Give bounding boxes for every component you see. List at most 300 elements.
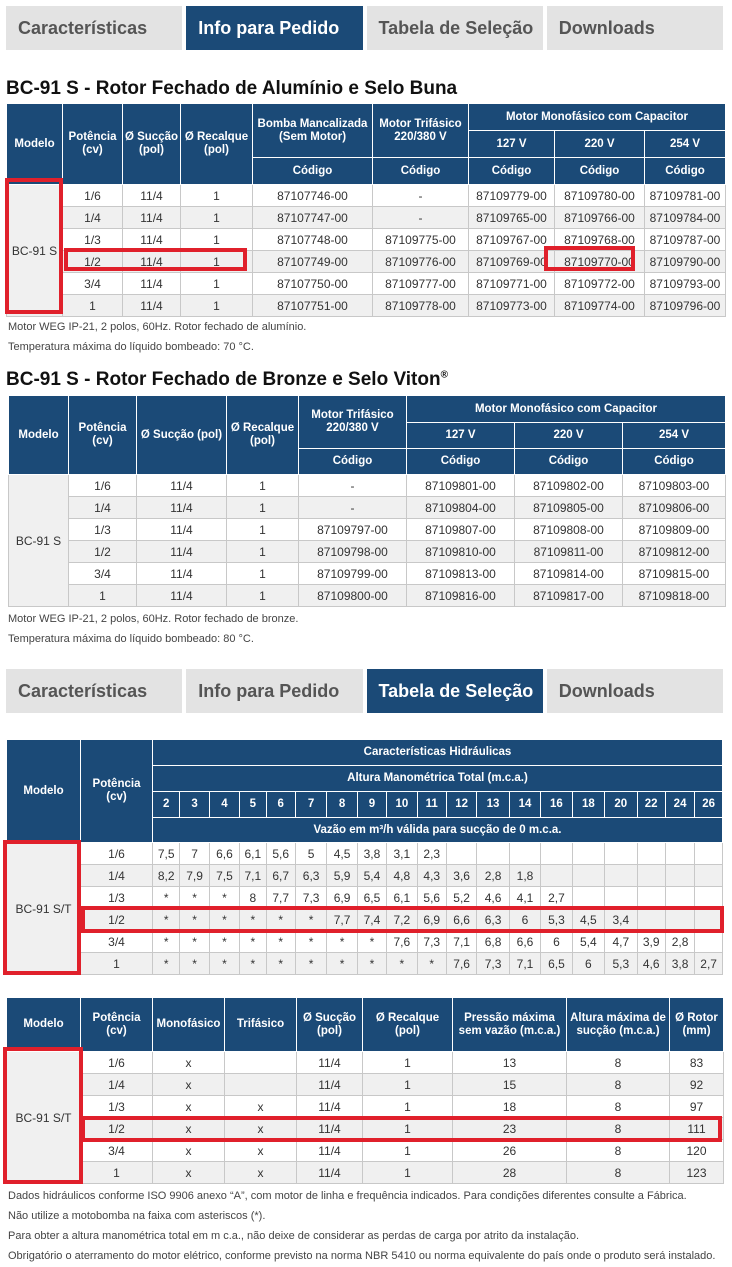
th-altura-value: 11	[417, 792, 446, 818]
table-cell	[695, 843, 723, 865]
succao-cell: 11/4	[137, 519, 227, 541]
potencia-cell: 1	[63, 295, 123, 317]
th-codigo: Código	[253, 158, 373, 185]
recalque-cell: 1	[363, 1162, 453, 1184]
table-cell: 6	[509, 909, 540, 931]
table-cell: *	[153, 953, 180, 975]
altura-succao-cell: 8	[567, 1096, 670, 1118]
succao-cell: 11/4	[297, 1096, 363, 1118]
codigo-trifasico-cell: 87109775-00	[373, 229, 469, 251]
pressao-cell: 18	[453, 1096, 567, 1118]
table-row	[7, 1118, 724, 1140]
monofasico-cell: x	[153, 1074, 225, 1096]
table-row	[9, 519, 726, 541]
th-altura-manometrica: Altura Manométrica Total (m.c.a.)	[153, 766, 723, 792]
table-cell: 6,3	[477, 909, 509, 931]
rotor-cell: 111	[670, 1118, 724, 1140]
table-cell: 7,7	[266, 887, 295, 909]
altura-succao-cell: 8	[567, 1140, 670, 1162]
codigo-254v-cell: 87109818-00	[623, 585, 726, 607]
th-trifasico: Motor Trifásico 220/380 V	[299, 396, 407, 449]
table-cell: *	[209, 953, 239, 975]
table-cell: 3,1	[387, 843, 417, 865]
table-row	[7, 295, 726, 317]
rotor-cell: 123	[670, 1162, 724, 1184]
th-recalque: Ø Recalque (pol)	[363, 998, 453, 1052]
altura-succao-cell: 8	[567, 1052, 670, 1074]
table-cell: *	[417, 953, 446, 975]
table-cell: 7,5	[153, 843, 180, 865]
table-cell: *	[180, 953, 209, 975]
table-cell: 7,2	[387, 909, 417, 931]
tab-info-pedido[interactable]: Info para Pedido	[186, 669, 362, 713]
th-220v: 220 V	[555, 131, 645, 158]
table-cell: 6,9	[327, 887, 357, 909]
table-cell: *	[266, 953, 295, 975]
codigo-220v-cell: 87109770-00	[555, 251, 645, 273]
pressao-cell: 13	[453, 1052, 567, 1074]
note: Motor WEG IP-21, 2 polos, 60Hz. Rotor fechado de alumínio.	[8, 321, 307, 333]
codigo-254v-cell: 87109784-00	[645, 207, 726, 229]
succao-cell: 11/4	[297, 1162, 363, 1184]
potencia-cell: 1/2	[63, 251, 123, 273]
potencia-cell: 1/2	[81, 1118, 153, 1140]
table-cell: *	[209, 887, 239, 909]
note: Obrigatório o aterramento do motor elétrico, conforme previsto na norma NBR 5410 ou norma equivalente do país onde o produto será instalado.	[8, 1250, 716, 1262]
th-succao: Ø Sucção (pol)	[137, 396, 227, 475]
pressao-cell: 28	[453, 1162, 567, 1184]
table-cell	[605, 887, 637, 909]
th-monofasico: Motor Monofásico com Capacitor	[469, 104, 726, 131]
table-row	[7, 953, 723, 975]
th-altura-succao: Altura máxima de sucção (m.c.a.)	[567, 998, 670, 1052]
potencia-cell: 3/4	[63, 273, 123, 295]
recalque-cell: 1	[363, 1074, 453, 1096]
potencia-cell: 1/2	[69, 541, 137, 563]
codigo-127v-cell: 87109804-00	[407, 497, 515, 519]
succao-cell: 11/4	[137, 585, 227, 607]
codigo-mancalizada-cell: 87107747-00	[253, 207, 373, 229]
codigo-254v-cell: 87109796-00	[645, 295, 726, 317]
th-127v: 127 V	[407, 423, 515, 449]
th-potencia: Potência (cv)	[81, 998, 153, 1052]
note: Motor WEG IP-21, 2 polos, 60Hz. Rotor fechado de bronze.	[8, 613, 299, 625]
codigo-trifasico-cell: -	[299, 497, 407, 519]
succao-cell: 11/4	[123, 229, 181, 251]
potencia-cell: 3/4	[81, 931, 153, 953]
table-cell: 6	[541, 931, 572, 953]
table-row	[9, 475, 726, 497]
th-trifasico: Trifásico	[225, 998, 297, 1052]
codigo-mancalizada-cell: 87107748-00	[253, 229, 373, 251]
codigo-trifasico-cell: 87109797-00	[299, 519, 407, 541]
tab-bar-bottom	[6, 669, 723, 713]
codigo-254v-cell: 87109790-00	[645, 251, 726, 273]
table-cell: 5,3	[605, 953, 637, 975]
table-cell	[665, 909, 694, 931]
table-row	[7, 251, 726, 273]
trifasico-cell: x	[225, 1162, 297, 1184]
table-cell: 3,8	[357, 843, 386, 865]
table-cell: *	[327, 931, 357, 953]
table-cell: 6	[572, 953, 604, 975]
table-row	[7, 207, 726, 229]
table-cell: 4,6	[637, 953, 665, 975]
recalque-cell: 1	[227, 519, 299, 541]
potencia-cell: 1	[81, 1162, 153, 1184]
table-hidraulica-body	[7, 843, 723, 975]
succao-cell: 11/4	[123, 273, 181, 295]
table-cell: 5,6	[417, 887, 446, 909]
table-cell: 2,7	[541, 887, 572, 909]
table-cell: 7,3	[295, 887, 326, 909]
recalque-cell: 1	[363, 1118, 453, 1140]
recalque-cell: 1	[363, 1140, 453, 1162]
table-cell: 3,4	[605, 909, 637, 931]
th-altura-value: 7	[295, 792, 326, 818]
th-altura-value: 12	[446, 792, 476, 818]
codigo-220v-cell: 87109772-00	[555, 273, 645, 295]
altura-succao-cell: 8	[567, 1118, 670, 1140]
th-altura-value: 5	[240, 792, 266, 818]
th-vazao: Vazão em m³/h válida para sucção de 0 m.c.a.	[153, 818, 723, 843]
section1-title: BC-91 S - Rotor Fechado de Alumínio e Selo Buna	[6, 78, 458, 99]
codigo-trifasico-cell: 87109799-00	[299, 563, 407, 585]
rotor-cell: 92	[670, 1074, 724, 1096]
table-cell: 7,7	[327, 909, 357, 931]
th-potencia: Potência (cv)	[69, 396, 137, 475]
tab-caracteristicas[interactable]: Características	[6, 669, 182, 713]
table-cell: *	[180, 887, 209, 909]
trifasico-cell: x	[225, 1096, 297, 1118]
codigo-127v-cell: 87109765-00	[469, 207, 555, 229]
table-cell: *	[209, 909, 239, 931]
table-cell: 5,6	[266, 843, 295, 865]
recalque-cell: 1	[181, 229, 253, 251]
potencia-cell: 1/3	[63, 229, 123, 251]
th-254v: 254 V	[623, 423, 726, 449]
th-altura-value: 13	[477, 792, 509, 818]
section2-title-text: BC-91 S - Rotor Fechado de Bronze e Selo Viton	[6, 369, 441, 390]
recalque-cell: 1	[181, 251, 253, 273]
recalque-cell: 1	[227, 563, 299, 585]
rotor-cell: 97	[670, 1096, 724, 1118]
section2-title	[6, 369, 448, 391]
table-cell: 7,9	[180, 865, 209, 887]
tab-info-pedido[interactable]: Info para Pedido	[186, 6, 362, 50]
table-row	[9, 585, 726, 607]
table-cell: 4,5	[327, 843, 357, 865]
table-row	[7, 229, 726, 251]
table-cell: *	[240, 953, 266, 975]
codigo-254v-cell: 87109781-00	[645, 185, 726, 207]
potencia-cell: 1/4	[81, 865, 153, 887]
recalque-cell: 1	[181, 207, 253, 229]
table-cell: 4,3	[417, 865, 446, 887]
succao-cell: 11/4	[137, 475, 227, 497]
tab-tabela-selecao[interactable]: Tabela de Seleção	[367, 6, 543, 50]
table-row	[9, 563, 726, 585]
altura-succao-cell: 8	[567, 1074, 670, 1096]
potencia-cell: 1/4	[69, 497, 137, 519]
table-cell: *	[153, 887, 180, 909]
th-altura-value: 3	[180, 792, 209, 818]
codigo-127v-cell: 87109813-00	[407, 563, 515, 585]
table-cell: 4,5	[572, 909, 604, 931]
table-cell	[695, 865, 723, 887]
table-row	[7, 1096, 724, 1118]
potencia-cell: 1/3	[81, 1096, 153, 1118]
table-cell: *	[240, 909, 266, 931]
table-row	[7, 865, 723, 887]
codigo-trifasico-cell: 87109778-00	[373, 295, 469, 317]
th-altura-value: 20	[605, 792, 637, 818]
table-cell: 3,9	[637, 931, 665, 953]
table-cell: 5	[295, 843, 326, 865]
codigo-127v-cell: 87109767-00	[469, 229, 555, 251]
succao-cell: 11/4	[137, 563, 227, 585]
table-cell: 6,8	[477, 931, 509, 953]
table-cell: 7,3	[477, 953, 509, 975]
th-pressao: Pressão máxima sem vazão (m.c.a.)	[453, 998, 567, 1052]
monofasico-cell: x	[153, 1140, 225, 1162]
table-cell	[637, 843, 665, 865]
tab-downloads[interactable]: Downloads	[547, 6, 723, 50]
codigo-220v-cell: 87109817-00	[515, 585, 623, 607]
table-cell: 6,7	[266, 865, 295, 887]
trifasico-cell	[225, 1052, 297, 1074]
th-codigo: Código	[299, 449, 407, 475]
table-cell: *	[327, 953, 357, 975]
potencia-cell: 1/6	[81, 1052, 153, 1074]
th-modelo: Modelo	[9, 396, 69, 475]
table-cell: 3,8	[665, 953, 694, 975]
table-cell: 7,3	[417, 931, 446, 953]
note: Não utilize a motobomba na faixa com asteriscos (*).	[8, 1210, 266, 1222]
th-codigo: Código	[623, 449, 726, 475]
codigo-127v-cell: 87109807-00	[407, 519, 515, 541]
table-cell: 2,8	[665, 931, 694, 953]
potencia-cell: 1	[69, 585, 137, 607]
th-altura-value: 14	[509, 792, 540, 818]
th-monofasico: Motor Monofásico com Capacitor	[407, 396, 726, 423]
model-cell: BC-91 S	[9, 475, 69, 607]
table-cell	[665, 843, 694, 865]
table-cell: 6,6	[446, 909, 476, 931]
note: Dados hidráulicos conforme ISO 9906 anexo “A”, com motor de linha e frequência indicados. Para condições diferentes consulte a Fábrica.	[8, 1190, 687, 1202]
recalque-cell: 1	[227, 475, 299, 497]
codigo-trifasico-cell: 87109776-00	[373, 251, 469, 273]
table-cell	[572, 865, 604, 887]
table-row	[9, 497, 726, 519]
th-codigo: Código	[407, 449, 515, 475]
codigo-220v-cell: 87109805-00	[515, 497, 623, 519]
codigo-trifasico-cell: 87109798-00	[299, 541, 407, 563]
table-cell: 6,9	[417, 909, 446, 931]
table-row	[7, 1052, 724, 1074]
table-cell	[665, 887, 694, 909]
table-row	[7, 1074, 724, 1096]
th-trifasico: Motor Trifásico 220/380 V	[373, 104, 469, 158]
table-cell: 7,1	[509, 953, 540, 975]
recalque-cell: 1	[227, 585, 299, 607]
th-altura-value: 16	[541, 792, 572, 818]
table-cell: *	[266, 909, 295, 931]
tab-bar-top	[6, 6, 723, 50]
succao-cell: 11/4	[297, 1118, 363, 1140]
table-cell: 3,6	[446, 865, 476, 887]
rotor-cell: 83	[670, 1052, 724, 1074]
table-cell: 2,7	[695, 953, 723, 975]
table-bronze	[8, 395, 726, 607]
table-cell	[695, 909, 723, 931]
th-caracteristicas-hidraulicas: Características Hidráulicas	[153, 740, 723, 766]
codigo-127v-cell: 87109816-00	[407, 585, 515, 607]
codigo-127v-cell: 87109801-00	[407, 475, 515, 497]
table-cell	[637, 909, 665, 931]
codigo-mancalizada-cell: 87107750-00	[253, 273, 373, 295]
codigo-254v-cell: 87109793-00	[645, 273, 726, 295]
potencia-cell: 3/4	[81, 1140, 153, 1162]
succao-cell: 11/4	[297, 1074, 363, 1096]
table-cell	[541, 865, 572, 887]
table-cell: 6,3	[295, 865, 326, 887]
table-cell: *	[357, 953, 386, 975]
th-altura-value: 8	[327, 792, 357, 818]
table-cell	[446, 843, 476, 865]
table-row	[9, 541, 726, 563]
tab-downloads[interactable]: Downloads	[547, 669, 723, 713]
table-cell: *	[295, 931, 326, 953]
table-row	[7, 185, 726, 207]
table-cell: 5,4	[357, 865, 386, 887]
codigo-254v-cell: 87109812-00	[623, 541, 726, 563]
succao-cell: 11/4	[123, 207, 181, 229]
potencia-cell: 1/6	[63, 185, 123, 207]
succao-cell: 11/4	[137, 497, 227, 519]
recalque-cell: 1	[363, 1096, 453, 1118]
table-cell: *	[240, 931, 266, 953]
codigo-mancalizada-cell: 87107746-00	[253, 185, 373, 207]
recalque-cell: 1	[181, 185, 253, 207]
potencia-cell: 1/3	[81, 887, 153, 909]
recalque-cell: 1	[181, 295, 253, 317]
potencia-cell: 3/4	[69, 563, 137, 585]
table-hidraulica	[6, 739, 723, 975]
table-cell: 6,6	[509, 931, 540, 953]
th-220v: 220 V	[515, 423, 623, 449]
pressao-cell: 23	[453, 1118, 567, 1140]
codigo-254v-cell: 87109803-00	[623, 475, 726, 497]
note: Para obter a altura manométrica total em m c.a., não deixe de considerar as perdas de carga por atrito da instalação.	[8, 1230, 580, 1242]
table-cell: 4,1	[509, 887, 540, 909]
note: Temperatura máxima do líquido bombeado: 70 °C.	[8, 341, 254, 353]
monofasico-cell: x	[153, 1052, 225, 1074]
codigo-220v-cell: 87109774-00	[555, 295, 645, 317]
th-altura-value: 2	[153, 792, 180, 818]
potencia-cell: 1/6	[81, 843, 153, 865]
table-cell: 7,6	[387, 931, 417, 953]
table-row	[7, 887, 723, 909]
table-cell: 7,1	[240, 865, 266, 887]
table-cell	[695, 887, 723, 909]
trifasico-cell: x	[225, 1118, 297, 1140]
table-cell: 4,6	[477, 887, 509, 909]
codigo-220v-cell: 87109780-00	[555, 185, 645, 207]
succao-cell: 11/4	[123, 295, 181, 317]
potencia-cell: 1	[81, 953, 153, 975]
recalque-cell: 1	[227, 497, 299, 519]
th-254v: 254 V	[645, 131, 726, 158]
th-rotor: Ø Rotor (mm)	[670, 998, 724, 1052]
codigo-220v-cell: 87109808-00	[515, 519, 623, 541]
codigo-mancalizada-cell: 87107749-00	[253, 251, 373, 273]
th-modelo: Modelo	[7, 740, 81, 843]
table-cell: 8	[240, 887, 266, 909]
table-cell	[509, 843, 540, 865]
table-cell: *	[153, 909, 180, 931]
tab-tabela-selecao[interactable]: Tabela de Seleção	[367, 669, 543, 713]
table-cell: 6,6	[209, 843, 239, 865]
table-cell: 6,1	[240, 843, 266, 865]
codigo-254v-cell: 87109815-00	[623, 563, 726, 585]
succao-cell: 11/4	[297, 1140, 363, 1162]
altura-succao-cell: 8	[567, 1162, 670, 1184]
table-row	[7, 1162, 724, 1184]
th-mancalizada: Bomba Mancalizada (Sem Motor)	[253, 104, 373, 158]
table-cell: *	[180, 931, 209, 953]
table-cell: 7	[180, 843, 209, 865]
codigo-trifasico-cell: 87109777-00	[373, 273, 469, 295]
codigo-220v-cell: 87109802-00	[515, 475, 623, 497]
codigo-220v-cell: 87109814-00	[515, 563, 623, 585]
th-altura-value: 18	[572, 792, 604, 818]
table-cell: 7,5	[209, 865, 239, 887]
potencia-cell: 1/3	[69, 519, 137, 541]
table-cell: 7,1	[446, 931, 476, 953]
table-row	[7, 931, 723, 953]
th-altura-value: 22	[637, 792, 665, 818]
table-cell: 6,5	[357, 887, 386, 909]
th-codigo: Código	[469, 158, 555, 185]
succao-cell: 11/4	[297, 1052, 363, 1074]
th-codigo: Código	[555, 158, 645, 185]
table-cell: 1,8	[509, 865, 540, 887]
tab-caracteristicas[interactable]: Características	[6, 6, 182, 50]
table-aluminio	[6, 103, 726, 317]
th-monofasico: Monofásico	[153, 998, 225, 1052]
table-cell: 5,9	[327, 865, 357, 887]
table-cell: 5,4	[572, 931, 604, 953]
table-cell: *	[266, 931, 295, 953]
codigo-mancalizada-cell: 87107751-00	[253, 295, 373, 317]
table-cell: 2,8	[477, 865, 509, 887]
codigo-220v-cell: 87109811-00	[515, 541, 623, 563]
table-cell: *	[180, 909, 209, 931]
th-altura-value: 9	[357, 792, 386, 818]
table-cell	[637, 887, 665, 909]
codigo-127v-cell: 87109769-00	[469, 251, 555, 273]
table-row	[7, 273, 726, 295]
table-cell: *	[153, 931, 180, 953]
table-cell: 5,2	[446, 887, 476, 909]
th-127v: 127 V	[469, 131, 555, 158]
codigo-220v-cell: 87109766-00	[555, 207, 645, 229]
codigo-254v-cell: 87109806-00	[623, 497, 726, 519]
table-cell: *	[357, 931, 386, 953]
table-cell	[572, 843, 604, 865]
th-codigo: Código	[645, 158, 726, 185]
